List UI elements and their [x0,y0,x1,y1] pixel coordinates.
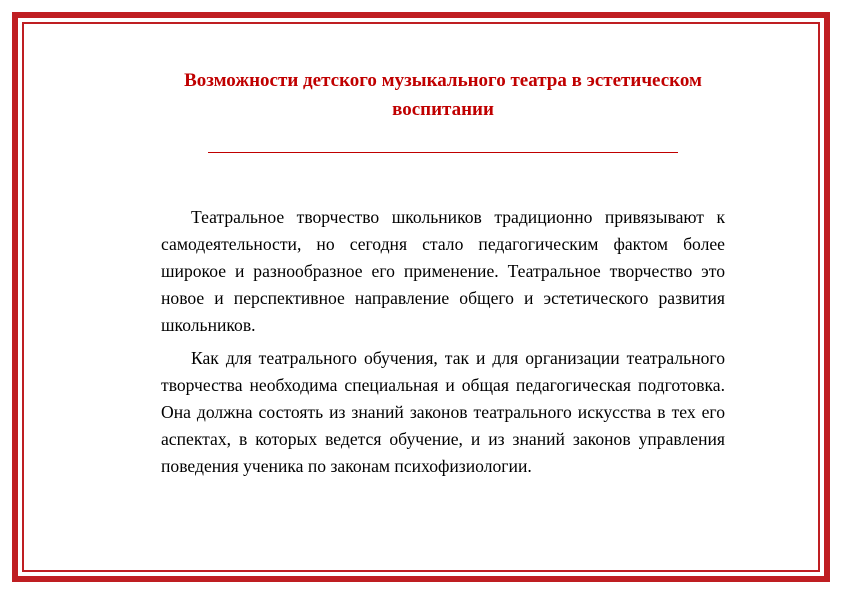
paragraph-1: Театральное творчество школьников традиционно привязывают к самодеятельности, но сегодня стало педагогическим фактом более широкое и разнообразное его применение. Театральное творчество это новое и перспективное направление общего и эстетического развития школьников. [161,207,725,335]
body-text [161,204,725,486]
paragraph-2: Как для театрального обучения, так и для организации театрального творчества необходима специальная и общая педагогическая подготовка. Она должна состоять из знаний законов театрального искусства в тех его аспектах, в которых ведется обучение, и из знаний законов управления поведения ученика по законам психофизиологии. [161,348,725,476]
title-underline-divider [208,152,678,153]
page-title: Возможности детского музыкального театра в эстетическом воспитании [184,70,702,120]
